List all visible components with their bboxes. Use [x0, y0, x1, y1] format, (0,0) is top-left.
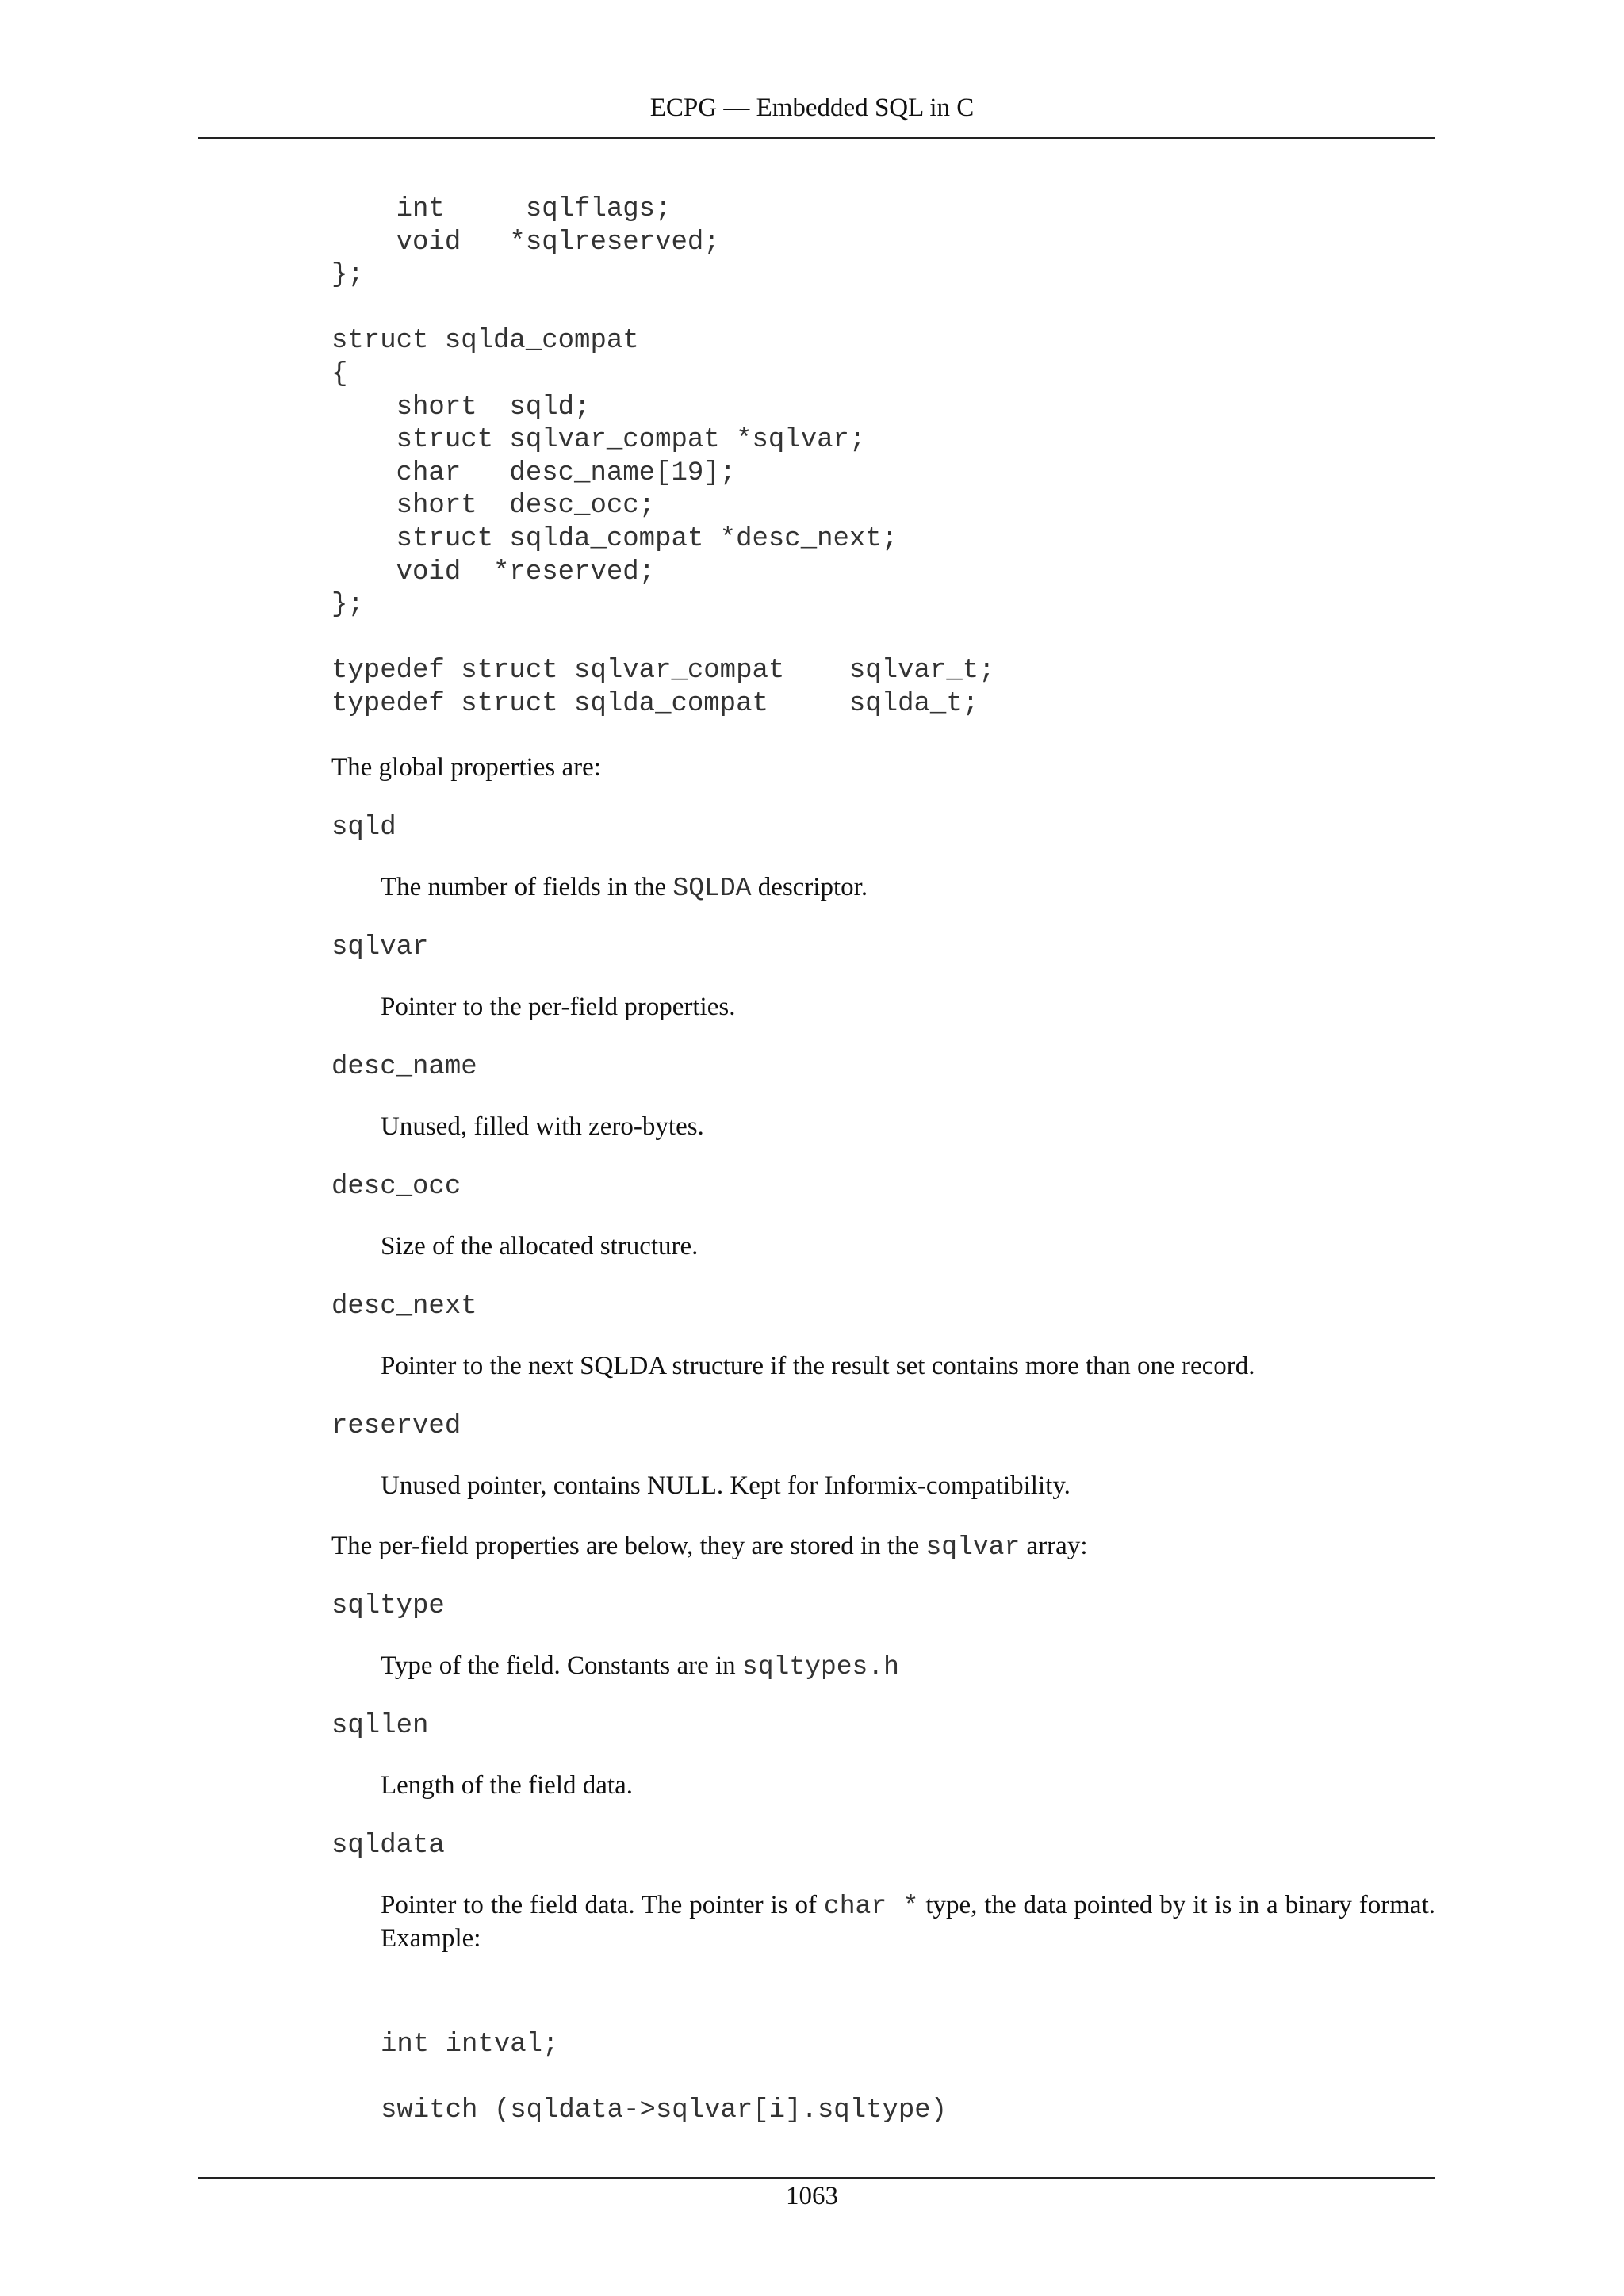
- term-sqltype: sqltype: [331, 1591, 445, 1621]
- term-sqld: sqld: [331, 813, 396, 843]
- per-field-properties-intro: The per-field properties are below, they are stored in the sqlvar array:: [331, 1532, 1088, 1562]
- term-desc-name: desc_name: [331, 1052, 477, 1082]
- inline-code: char *: [823, 1892, 919, 1921]
- inline-code: SQLDA: [672, 874, 752, 903]
- term-desc-occ: desc_occ: [331, 1172, 462, 1202]
- term-sqlvar: sqlvar: [331, 932, 429, 962]
- term-sqldata: sqldata: [331, 1831, 445, 1861]
- running-header: ECPG — Embedded SQL in C: [649, 94, 975, 122]
- def-desc-next: Pointer to the next SQLDA structure if the result set contains more than one record.: [381, 1352, 1255, 1380]
- global-properties-intro: The global properties are:: [331, 753, 601, 782]
- def-sqllen: Length of the field data.: [381, 1771, 633, 1800]
- header-rule: [198, 137, 1435, 139]
- def-sqlvar: Pointer to the per-field properties.: [381, 993, 736, 1021]
- def-desc-occ: Size of the allocated structure.: [381, 1232, 699, 1261]
- page-number: 1063: [786, 2182, 838, 2210]
- def-sqldata: Pointer to the field data. The pointer is of char * type, the data pointed by it is in a binary format. Example:: [381, 1891, 1435, 1953]
- inline-code: sqltypes.h: [741, 1652, 899, 1682]
- term-reserved: reserved: [331, 1411, 462, 1441]
- def-sqltype: Type of the field. Constants are in sqltypes.h: [381, 1651, 899, 1682]
- example-code-block: int intval; switch (sqldata->sqlvar[i].sqltype): [381, 2030, 948, 2126]
- term-sqllen: sqllen: [331, 1711, 429, 1741]
- inline-code: sqlvar: [925, 1533, 1021, 1562]
- term-desc-next: desc_next: [331, 1292, 477, 1322]
- struct-code-block: int sqlflags; void *sqlreserved; }; struct sqlda_compat { short sqld; struct sqlvar_compat *sqlvar; char desc_name[19]; short desc_occ; struct sqlda_compat *desc_next; void *reserved; }; typedef struct sqlvar_compat sqlvar_t; typedef struct sqlda_compat sqlda_t;: [331, 194, 995, 719]
- def-desc-name: Unused, filled with zero-bytes.: [381, 1112, 704, 1141]
- def-reserved: Unused pointer, contains NULL. Kept for Informix-compatibility.: [381, 1471, 1071, 1500]
- footer-rule: [198, 2177, 1435, 2179]
- def-sqld: The number of fields in the SQLDA descriptor.: [381, 873, 868, 903]
